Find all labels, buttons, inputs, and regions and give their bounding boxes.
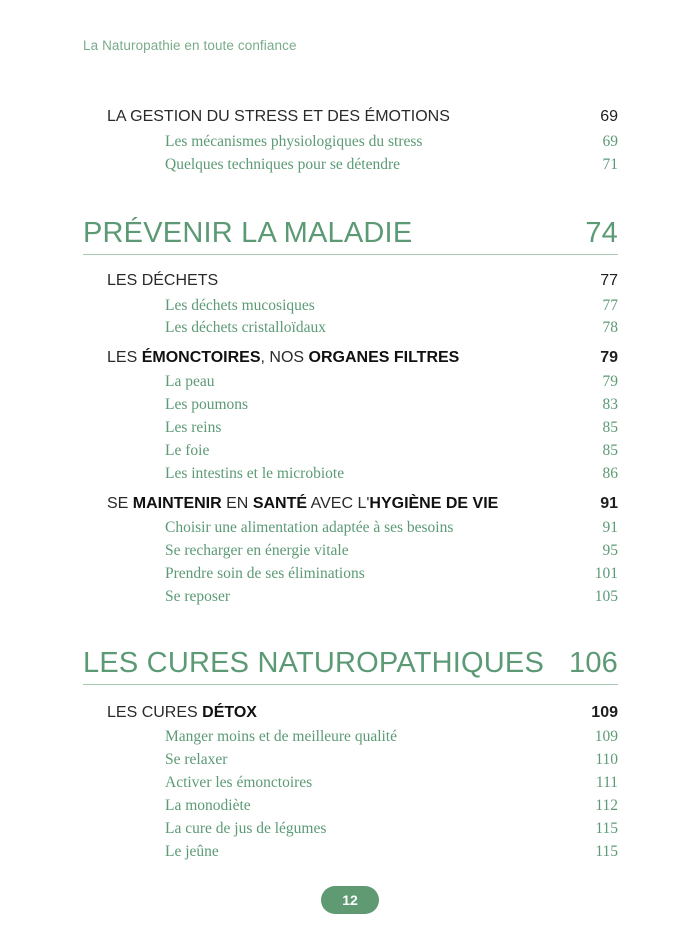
entry-page: 115 — [595, 820, 618, 837]
title-segment: DÉTOX — [202, 704, 257, 721]
entry-page: 112 — [595, 797, 618, 814]
entry-page: 86 — [602, 465, 618, 482]
title-segment: LA GESTION DU STRESS ET DES ÉMOTIONS — [107, 108, 450, 125]
entry-label: Les intestins et le microbiote — [165, 465, 345, 482]
title-segment: MAINTENIR — [132, 495, 222, 512]
title-segment: ÉMONCTOIRES — [141, 349, 261, 366]
chapter-page: 79 — [600, 349, 618, 366]
entry-label: Le foie — [165, 442, 210, 459]
entry-page: 91 — [602, 519, 618, 536]
toc-part-prevenir[interactable] — [83, 217, 618, 255]
toc-chapter-stress[interactable] — [107, 108, 618, 126]
entry-label: La monodiète — [165, 797, 251, 814]
title-segment: SANTÉ — [252, 495, 308, 512]
entry-page: 109 — [594, 728, 618, 745]
running-head: La Naturopathie en toute confiance — [83, 38, 297, 53]
entry-label: Les reins — [165, 419, 222, 436]
entry-label: Les mécanismes physiologiques du stress — [165, 133, 423, 150]
title-segment: AVEC L' — [307, 495, 370, 512]
entry-page: 83 — [602, 396, 618, 413]
toc-entry[interactable] — [165, 542, 618, 560]
entry-label: Quelques techniques pour se détendre — [165, 156, 401, 173]
chapter-title — [107, 272, 218, 290]
toc-entry[interactable] — [165, 728, 618, 746]
toc-entry[interactable] — [165, 820, 618, 838]
entry-page: 101 — [594, 565, 618, 582]
toc-entry[interactable] — [165, 156, 618, 174]
entry-label: Activer les émonctoires — [165, 774, 313, 791]
entry-label: Les déchets cristalloïdaux — [165, 319, 326, 336]
entry-label: Prendre soin de ses éliminations — [165, 565, 365, 582]
entry-page: 69 — [602, 133, 618, 150]
entry-label: La cure de jus de légumes — [165, 820, 327, 837]
toc-entry[interactable] — [165, 519, 618, 537]
toc-entry[interactable] — [165, 297, 618, 315]
toc-entry[interactable] — [165, 319, 618, 337]
entry-label: Le jeûne — [165, 843, 219, 860]
chapter-page: 69 — [600, 108, 618, 125]
toc-entry[interactable] — [165, 396, 618, 414]
toc-entry[interactable] — [165, 774, 618, 792]
title-segment: SE — [107, 495, 133, 512]
part-title: LES CURES NATUROPATHIQUES — [83, 647, 545, 679]
toc-chapter-hygiene[interactable] — [107, 495, 618, 513]
entry-page: 110 — [595, 751, 618, 768]
title-segment: LES — [107, 349, 142, 366]
entry-page: 79 — [602, 373, 618, 390]
entry-label: Se recharger en énergie vitale — [165, 542, 349, 559]
entry-label: Choisir une alimentation adaptée à ses besoins — [165, 519, 454, 536]
entry-page: 78 — [602, 319, 618, 336]
entry-page: 85 — [602, 419, 618, 436]
entry-label: Manger moins et de meilleure qualité — [165, 728, 397, 745]
entry-page: 115 — [595, 843, 618, 860]
title-segment: EN — [221, 495, 253, 512]
chapter-title — [107, 349, 459, 367]
title-segment: LES DÉCHETS — [107, 272, 219, 289]
toc-entry[interactable] — [165, 565, 618, 583]
entry-label: Les déchets mucosiques — [165, 297, 315, 314]
toc-entry[interactable] — [165, 373, 618, 391]
toc-entry[interactable] — [165, 133, 618, 151]
chapter-page: 77 — [600, 272, 618, 289]
entry-page: 95 — [602, 542, 618, 559]
title-segment: LES CURES — [107, 704, 203, 721]
chapter-title — [107, 704, 257, 722]
toc-chapter-emonctoires[interactable] — [107, 349, 618, 367]
part-title: PRÉVENIR LA MALADIE — [83, 217, 413, 249]
chapter-page: 109 — [591, 704, 618, 721]
toc-entry[interactable] — [165, 465, 618, 483]
title-segment: , NOS — [260, 349, 309, 366]
chapter-page: 91 — [600, 495, 618, 512]
part-page: 106 — [569, 647, 618, 679]
chapter-title — [107, 108, 450, 126]
toc-entry[interactable] — [165, 843, 618, 861]
toc-entry[interactable] — [165, 751, 618, 769]
entry-label: Se relaxer — [165, 751, 228, 768]
entry-page: 71 — [602, 156, 618, 173]
entry-page: 111 — [595, 774, 618, 791]
toc-entry[interactable] — [165, 797, 618, 815]
toc-chapter-detox[interactable] — [107, 704, 618, 722]
page-number-badge: 12 — [321, 886, 379, 914]
entry-label: Se reposer — [165, 588, 230, 605]
toc-chapter-dechets[interactable] — [107, 272, 618, 290]
part-page: 74 — [585, 217, 618, 249]
entry-label: La peau — [165, 373, 215, 390]
entry-page: 77 — [602, 297, 618, 314]
entry-page: 85 — [602, 442, 618, 459]
entry-label: Les poumons — [165, 396, 249, 413]
entry-page: 105 — [594, 588, 618, 605]
chapter-title — [107, 495, 498, 513]
toc-entry[interactable] — [165, 419, 618, 437]
toc-entry[interactable] — [165, 442, 618, 460]
toc-entry[interactable] — [165, 588, 618, 606]
title-segment: HYGIÈNE DE VIE — [369, 495, 499, 512]
toc-part-cures[interactable] — [83, 647, 618, 685]
title-segment: ORGANES FILTRES — [308, 349, 460, 366]
